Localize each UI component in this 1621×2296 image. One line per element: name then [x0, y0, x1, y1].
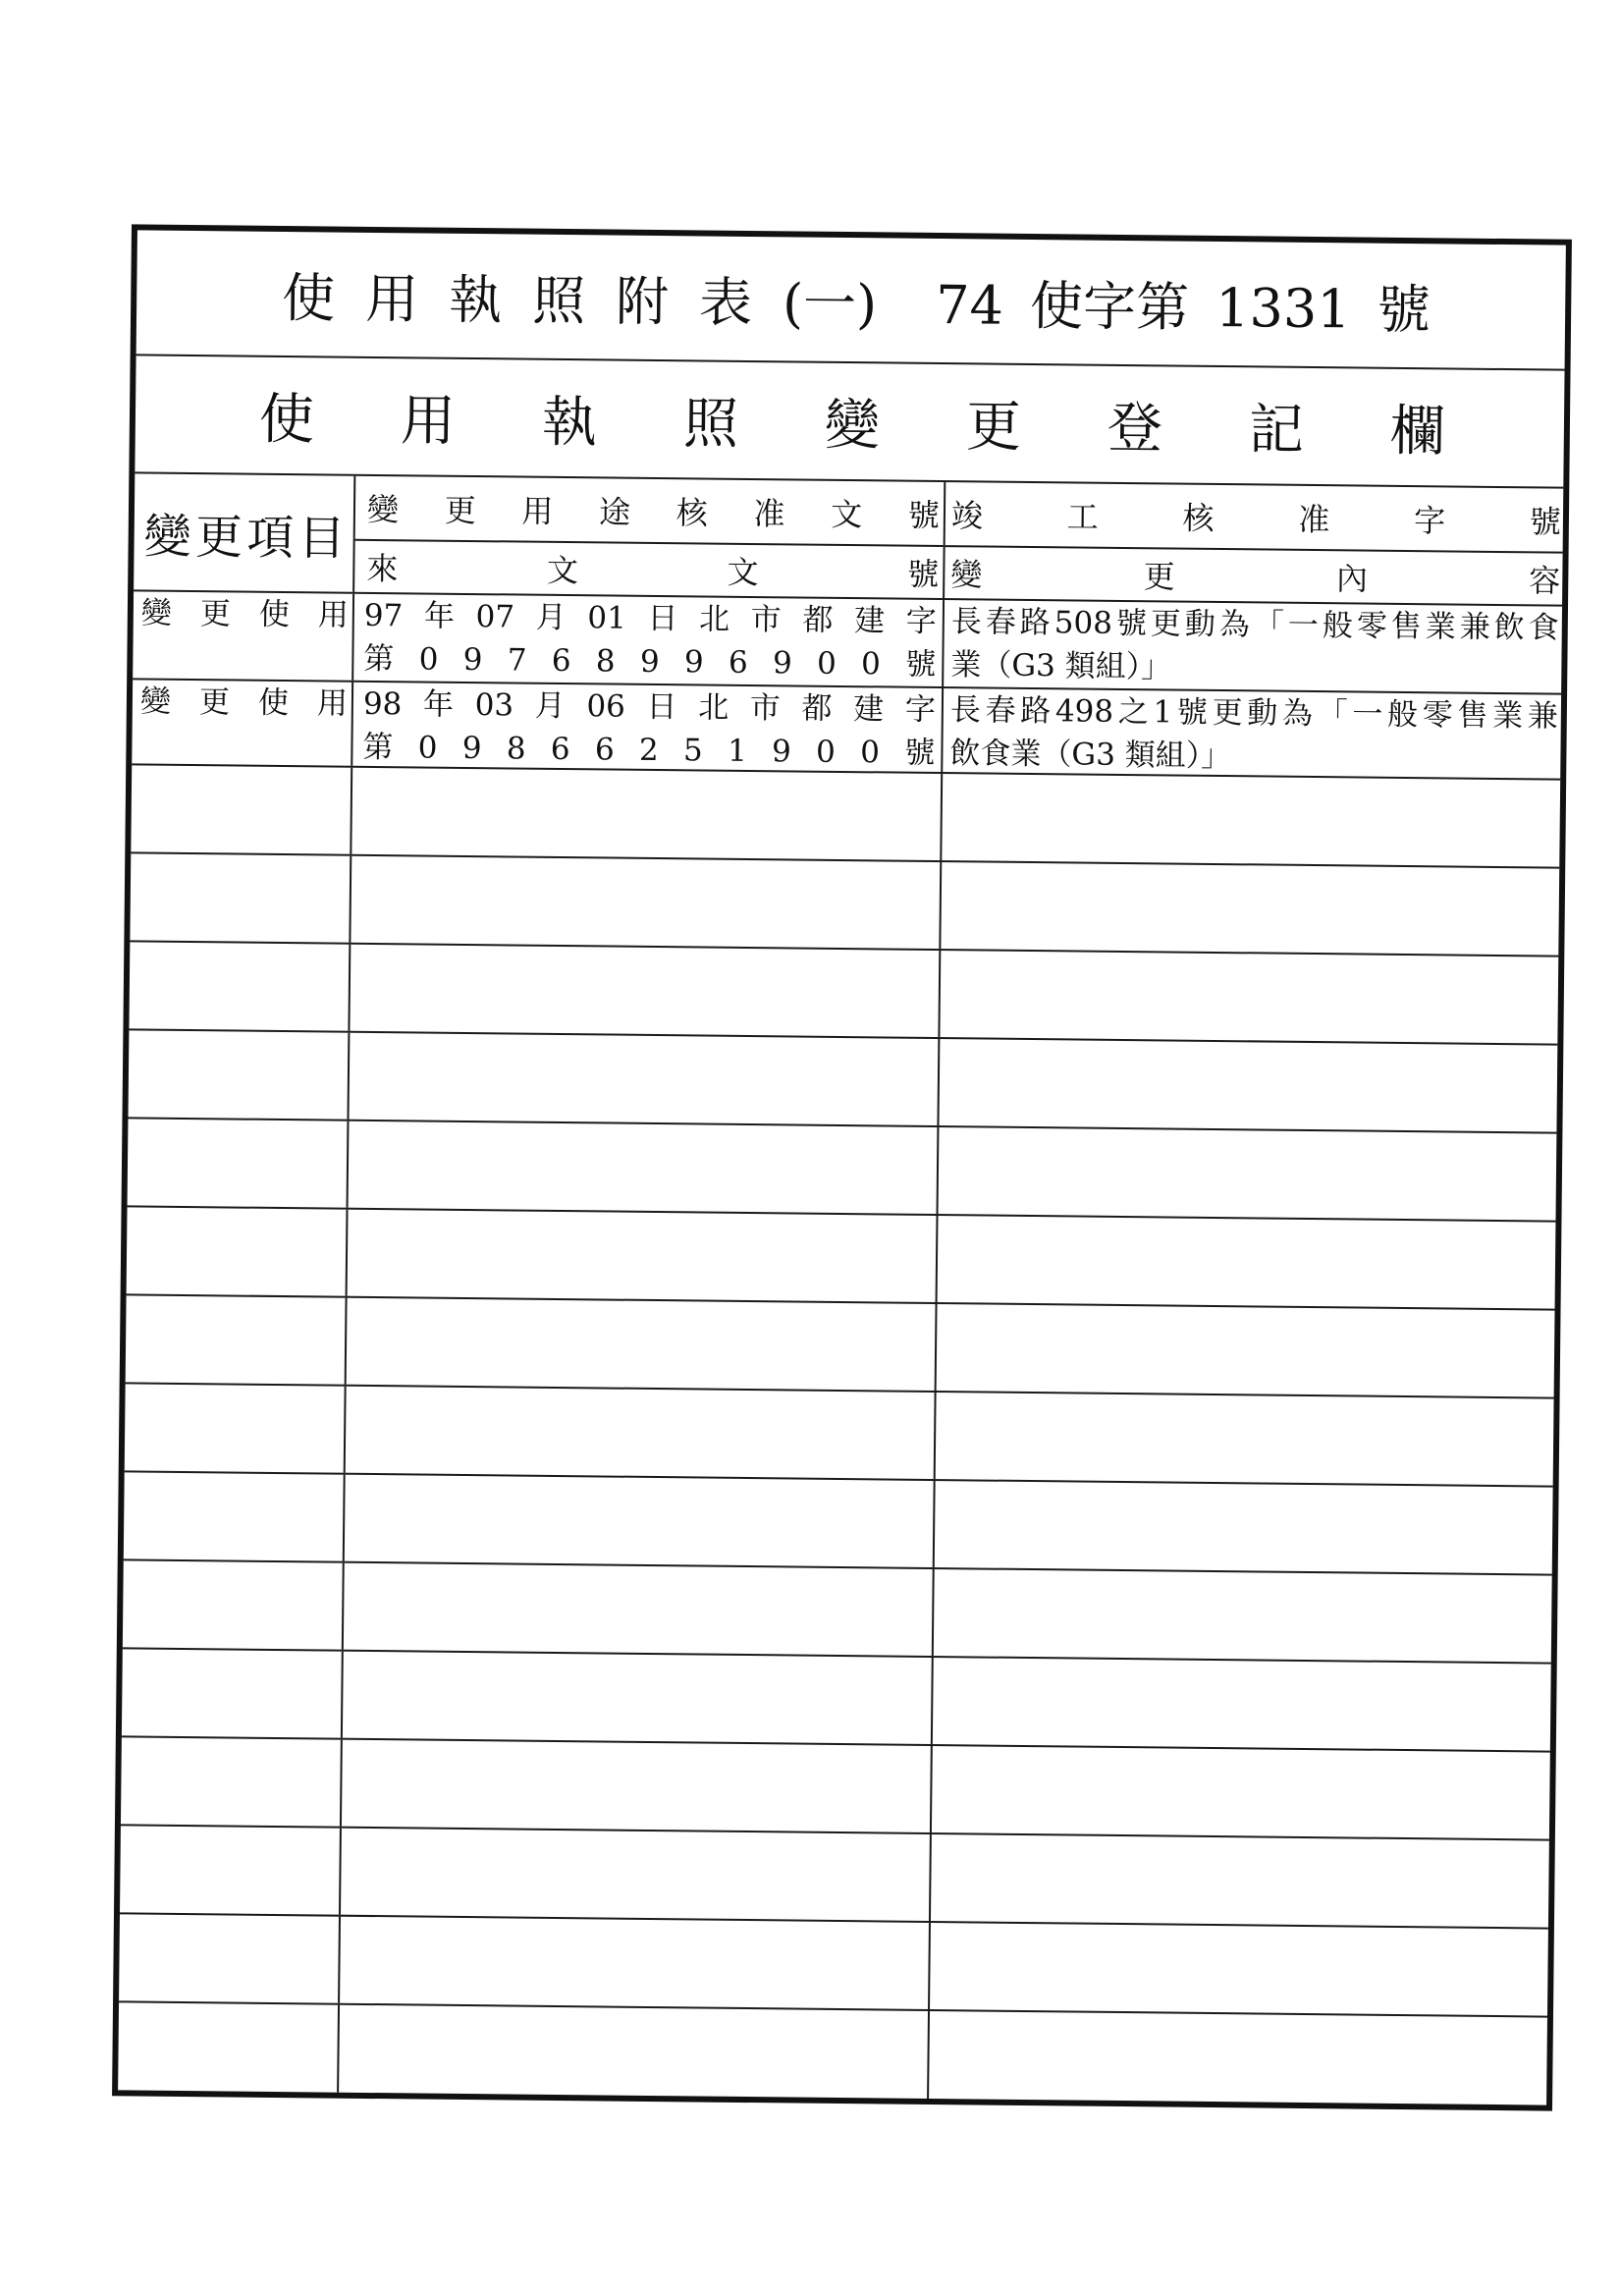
- glyph: 更: [444, 491, 476, 530]
- glyph: 更: [965, 395, 1022, 460]
- blank-record-row: [128, 1030, 1557, 1133]
- change-content-cell: [940, 951, 1558, 1044]
- change-content-cell: [931, 1834, 1549, 1928]
- glyph: 0: [815, 734, 837, 770]
- header-completion-no: [951, 491, 1561, 543]
- approval-document-cell: [351, 768, 943, 860]
- change-content-line: [950, 688, 1558, 738]
- glyph: 「: [1253, 607, 1285, 643]
- glyph: 一: [1287, 607, 1320, 644]
- change-content-line: 業（G3 類組）」: [950, 647, 1172, 685]
- glyph: 年: [423, 598, 456, 634]
- approval-document-cell: [344, 1563, 935, 1656]
- blank-record-row: [122, 1649, 1551, 1752]
- glyph: 容: [1529, 562, 1561, 600]
- change-content-cell: [933, 1658, 1551, 1751]
- glyph: 用: [521, 492, 554, 530]
- glyph: 准: [1298, 500, 1330, 539]
- glyph: 之: [1117, 693, 1149, 731]
- glyph: 執: [448, 268, 503, 331]
- header-change-item: [143, 498, 346, 568]
- glyph: 月: [534, 687, 566, 725]
- change-item-cell: [127, 1207, 349, 1295]
- change-content-cell: [938, 1216, 1556, 1309]
- blank-record-row: [130, 853, 1559, 957]
- approval-document-cell: [339, 2005, 930, 2099]
- change-content-cell: [944, 600, 1562, 693]
- approval-document-cell: [350, 945, 941, 1037]
- glyph: 春: [985, 604, 1016, 640]
- glyph: 變: [143, 509, 192, 565]
- glyph: 0: [860, 646, 882, 683]
- glyph: 06: [586, 688, 626, 725]
- approval-document-cell: [347, 1298, 938, 1391]
- glyph: 498: [1054, 693, 1114, 730]
- blank-record-row: [121, 1737, 1550, 1840]
- change-content-cell: [935, 1481, 1553, 1574]
- approval-document-cell: [348, 1210, 939, 1302]
- glyph: 為: [1281, 695, 1314, 732]
- glyph: 更: [1212, 694, 1243, 732]
- form-title-row: [136, 230, 1566, 370]
- blank-record-row: [118, 2002, 1547, 2105]
- approval-document-date: [364, 594, 937, 643]
- section-heading: [259, 376, 1446, 467]
- header-content-cell: [945, 482, 1563, 605]
- glyph: 變: [140, 595, 173, 631]
- glyph: 竣: [950, 497, 984, 535]
- glyph: 第: [362, 729, 394, 766]
- glyph: 9: [772, 645, 792, 682]
- blank-record-row: [128, 1119, 1557, 1222]
- change-content-line: [951, 600, 1559, 649]
- change-item-cell: [129, 942, 351, 1030]
- change-item-cell: [129, 1030, 351, 1119]
- glyph: 號: [907, 496, 941, 535]
- glyph: 文: [830, 495, 863, 534]
- glyph: 般: [1386, 696, 1419, 734]
- glyph: 字: [904, 691, 936, 728]
- glyph: 為: [1218, 606, 1251, 643]
- glyph: 文: [546, 551, 579, 590]
- change-content-cell: [937, 1304, 1555, 1397]
- glyph: 97: [363, 597, 404, 634]
- glyph: 5: [682, 733, 703, 769]
- change-content-cell: [939, 1127, 1557, 1221]
- header-change-content: [950, 550, 1560, 602]
- glyph: 登: [1107, 396, 1163, 462]
- glyph: 食: [1528, 610, 1559, 646]
- change-content-cell: [943, 688, 1561, 779]
- glyph: 欄: [1389, 399, 1446, 465]
- glyph: 變: [366, 490, 400, 529]
- approval-document-cell: [343, 1652, 934, 1744]
- glyph: 工: [1066, 498, 1099, 536]
- glyph: 508: [1054, 605, 1113, 641]
- glyph: 附: [615, 270, 670, 333]
- glyph: 字: [905, 603, 937, 639]
- glyph: 表: [698, 270, 753, 334]
- glyph: 變: [824, 393, 881, 459]
- approval-document-cell: [351, 856, 942, 949]
- glyph: 兼: [1527, 698, 1558, 735]
- glyph: 2: [638, 732, 659, 769]
- glyph: 0: [417, 730, 438, 766]
- glyph: 日: [646, 688, 677, 726]
- change-item: [140, 680, 348, 725]
- change-content-cell: [929, 2011, 1547, 2105]
- glyph: 8: [595, 643, 616, 680]
- header-document-cell: [354, 476, 946, 598]
- blank-record-row: [126, 1295, 1555, 1398]
- glyph: 月: [535, 599, 567, 636]
- glyph: 更: [1150, 606, 1182, 642]
- glyph: 6: [550, 731, 570, 768]
- glyph: 來: [366, 549, 399, 588]
- glyph: 業: [1425, 609, 1456, 645]
- change-item-cell: [119, 1914, 341, 2002]
- change-item-cell: [123, 1560, 345, 1649]
- change-content-line: 飲食業（G3 類組）」: [949, 736, 1232, 775]
- blank-record-row: [125, 1384, 1554, 1487]
- approval-document-cell: [342, 1740, 933, 1832]
- change-item-cell: [120, 1826, 342, 1914]
- glyph: 般: [1322, 608, 1354, 644]
- glyph: 更: [194, 509, 243, 566]
- change-record-row: [133, 591, 1562, 694]
- glyph: 市: [749, 689, 782, 727]
- glyph: 項: [246, 510, 295, 566]
- glyph: 9: [683, 644, 704, 681]
- glyph: 號: [1176, 694, 1209, 731]
- change-item-cell: [118, 2002, 340, 2092]
- glyph: 更: [1143, 558, 1175, 596]
- glyph: 售: [1390, 608, 1422, 645]
- glyph: 第: [363, 640, 395, 678]
- permit-number: 74 使字第 1331 號: [935, 273, 1432, 341]
- glyph: 零: [1356, 608, 1387, 644]
- glyph: 0: [816, 645, 838, 682]
- glyph: 9: [771, 734, 792, 770]
- glyph: 號: [1529, 503, 1562, 541]
- glyph: (一): [782, 271, 878, 335]
- glyph: 照: [531, 269, 586, 332]
- glyph: 號: [904, 735, 936, 771]
- glyph: 業: [1491, 697, 1524, 735]
- header-approval-no: [367, 485, 940, 536]
- glyph: 北: [698, 601, 730, 637]
- glyph: 途: [598, 493, 631, 531]
- glyph: 更: [199, 596, 232, 632]
- header-incoming-doc-no: [366, 544, 939, 595]
- glyph: 長: [950, 604, 983, 640]
- glyph: 號: [907, 555, 940, 594]
- approval-document-cell: [340, 1917, 931, 2009]
- blank-record-row: [129, 942, 1558, 1045]
- glyph: 9: [461, 730, 482, 767]
- approval-document-number: [362, 726, 935, 775]
- glyph: 核: [675, 494, 708, 532]
- permit-appendix-form: [112, 224, 1572, 2110]
- approval-document-cell: [353, 594, 945, 686]
- change-content-cell: [930, 1923, 1548, 2016]
- change-content-cell: [941, 862, 1559, 956]
- glyph: 春: [985, 692, 1016, 729]
- change-content-cell: [939, 1039, 1557, 1132]
- change-item-cell: [126, 1295, 348, 1384]
- glyph: 一: [1352, 696, 1383, 733]
- glyph: 用: [316, 685, 349, 722]
- change-content-cell: [932, 1746, 1550, 1839]
- glyph: 0: [860, 735, 881, 771]
- glyph: 目: [297, 510, 346, 567]
- change-item-cell: [122, 1649, 344, 1737]
- blank-record-row: [131, 765, 1560, 868]
- blank-record-row: [124, 1472, 1553, 1575]
- glyph: 長: [949, 692, 982, 729]
- change-item-cell: [121, 1737, 343, 1826]
- glyph: 建: [852, 691, 885, 728]
- glyph: 兼: [1459, 609, 1490, 645]
- glyph: 使: [257, 684, 290, 722]
- glyph: 動: [1247, 695, 1278, 732]
- glyph: 6: [728, 644, 748, 681]
- glyph: 核: [1182, 499, 1215, 537]
- glyph: 0: [418, 641, 439, 678]
- glyph: 變: [139, 683, 172, 720]
- glyph: 9: [462, 641, 483, 679]
- glyph: 98: [362, 685, 403, 723]
- approval-document-cell: [346, 1387, 937, 1479]
- glyph: 號: [1115, 605, 1148, 642]
- form-title: [282, 255, 878, 337]
- change-item-cell: [124, 1472, 346, 1560]
- change-content-cell: [934, 1569, 1552, 1663]
- approval-document-date: [363, 683, 936, 732]
- glyph: 01: [587, 600, 627, 636]
- change-item-cell: [128, 1119, 350, 1207]
- blank-record-row: [120, 1826, 1549, 1929]
- blank-record-row: [127, 1207, 1556, 1310]
- glyph: 使: [258, 596, 291, 633]
- glyph: 07: [475, 599, 515, 635]
- glyph: 8: [506, 731, 526, 767]
- glyph: 1: [727, 733, 747, 769]
- glyph: 1: [1153, 694, 1173, 731]
- blank-record-row: [123, 1560, 1552, 1664]
- approval-document-cell: [352, 683, 944, 772]
- blank-record-row: [119, 1914, 1548, 2017]
- change-item-cell: [125, 1384, 347, 1472]
- glyph: 使: [281, 266, 336, 330]
- glyph: 路: [1019, 604, 1051, 641]
- header-approval-no-cell: [355, 476, 945, 547]
- glyph: 9: [639, 643, 660, 681]
- glyph: 7: [507, 642, 527, 679]
- glyph: 執: [541, 390, 598, 456]
- change-item-cell: [133, 591, 354, 680]
- glyph: 飲: [1493, 609, 1525, 646]
- glyph: 都: [802, 602, 834, 638]
- glyph: 「: [1317, 696, 1348, 733]
- approval-document-cell: [349, 1033, 940, 1125]
- glyph: 市: [750, 601, 782, 638]
- header-change-content-cell: [945, 547, 1563, 605]
- glyph: 用: [317, 597, 350, 633]
- glyph: 內: [1335, 560, 1369, 598]
- glyph: 路: [1020, 692, 1052, 730]
- header-change-item-cell: [134, 473, 355, 591]
- glyph: 號: [905, 646, 937, 683]
- glyph: 用: [364, 267, 419, 330]
- glyph: 售: [1457, 697, 1488, 734]
- glyph: 建: [853, 603, 886, 639]
- glyph: 動: [1184, 606, 1216, 642]
- change-item-cell: [130, 853, 351, 942]
- glyph: 准: [753, 495, 785, 533]
- approval-document-number: [363, 637, 936, 686]
- change-content-cell: [942, 774, 1560, 867]
- change-content-cell: [936, 1393, 1554, 1486]
- section-heading-row: [135, 355, 1564, 488]
- glyph: 記: [1248, 398, 1305, 463]
- change-item-cell: [132, 680, 353, 765]
- glyph: 使: [258, 387, 315, 453]
- table-header: [134, 473, 1563, 606]
- approval-document-cell: [341, 1829, 932, 1921]
- approval-document-cell: [345, 1475, 936, 1567]
- glyph: 6: [551, 642, 571, 680]
- glyph: 都: [801, 690, 833, 727]
- glyph: 03: [474, 687, 514, 724]
- header-incoming-doc-no-cell: [354, 541, 944, 598]
- glyph: 用: [400, 389, 457, 454]
- glyph: 文: [727, 553, 759, 592]
- glyph: 更: [198, 684, 231, 721]
- approval-document-cell: [349, 1121, 940, 1214]
- glyph: 年: [422, 686, 455, 723]
- glyph: 零: [1422, 697, 1453, 734]
- glyph: 6: [594, 732, 615, 768]
- header-completion-no-cell: [946, 482, 1564, 554]
- change-item-cell: [131, 765, 352, 853]
- glyph: 字: [1413, 502, 1446, 540]
- glyph: 照: [682, 392, 739, 457]
- change-item: [141, 591, 349, 636]
- glyph: 北: [698, 689, 729, 726]
- change-record-row: [132, 680, 1561, 780]
- glyph: 日: [647, 600, 678, 637]
- glyph: 變: [950, 556, 983, 594]
